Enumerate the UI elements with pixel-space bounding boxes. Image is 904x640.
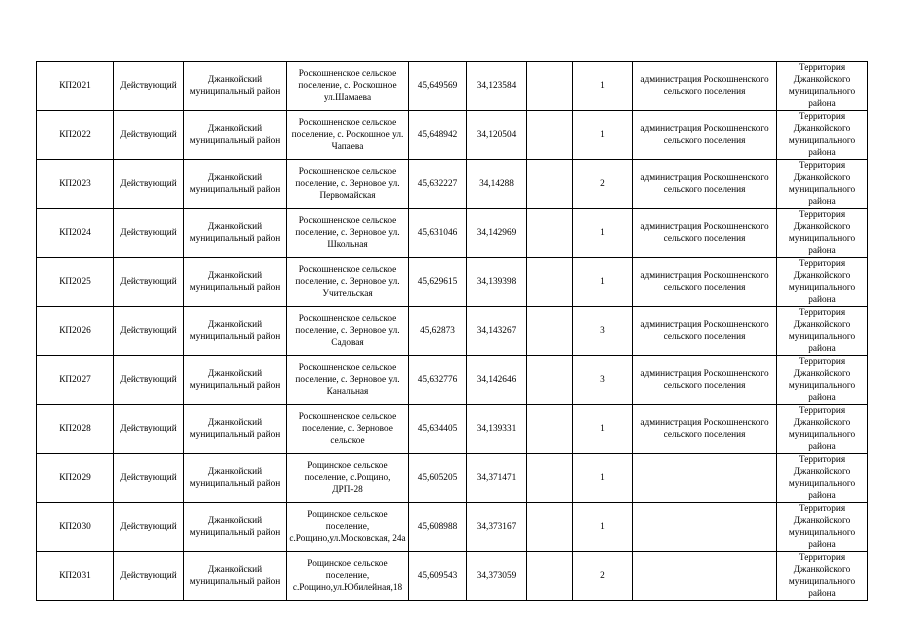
cell-address: Роскошненское сельское поселение, с. Зерновое ул. Школьная	[287, 209, 409, 258]
cell-empty	[527, 160, 573, 209]
table-row	[37, 307, 868, 356]
cell-district: Джанкойский муниципальный район	[184, 307, 287, 356]
cell-owner: администрация Роскошненского сельского поселения	[633, 258, 777, 307]
cell-owner: администрация Роскошненского сельского поселения	[633, 209, 777, 258]
cell-longitude: 34,373059	[467, 552, 527, 601]
cell-count: 3	[573, 307, 633, 356]
cell-count: 1	[573, 111, 633, 160]
cell-empty	[527, 356, 573, 405]
cell-empty	[527, 258, 573, 307]
cell-id: КП2029	[37, 454, 114, 503]
cell-empty	[527, 209, 573, 258]
table-row	[37, 258, 868, 307]
cell-id: КП2025	[37, 258, 114, 307]
table-row	[37, 454, 868, 503]
cell-owner: администрация Роскошненского сельского поселения	[633, 405, 777, 454]
cell-empty	[527, 307, 573, 356]
cell-territory: Территория Джанкойского муниципального района	[777, 356, 868, 405]
cell-territory: Территория Джанкойского муниципального района	[777, 552, 868, 601]
table-row	[37, 405, 868, 454]
table-row	[37, 503, 868, 552]
cell-longitude: 34,14288	[467, 160, 527, 209]
cell-count: 1	[573, 62, 633, 111]
cell-id: КП2024	[37, 209, 114, 258]
cell-latitude: 45,605205	[409, 454, 467, 503]
cell-latitude: 45,608988	[409, 503, 467, 552]
table-row	[37, 160, 868, 209]
cell-district: Джанкойский муниципальный район	[184, 258, 287, 307]
cell-address: Роскошненское сельское поселение, с. Зерновое ул. Канальная	[287, 356, 409, 405]
cell-id: КП2021	[37, 62, 114, 111]
cell-empty	[527, 111, 573, 160]
cell-empty	[527, 552, 573, 601]
cell-longitude: 34,120504	[467, 111, 527, 160]
cell-status: Действующий	[114, 209, 184, 258]
cell-latitude: 45,634405	[409, 405, 467, 454]
cell-owner: администрация Роскошненского сельского поселения	[633, 62, 777, 111]
cell-longitude: 34,143267	[467, 307, 527, 356]
cell-count: 1	[573, 258, 633, 307]
cell-latitude: 45,62873	[409, 307, 467, 356]
cell-id: КП2031	[37, 552, 114, 601]
cell-owner: администрация Роскошненского сельского поселения	[633, 356, 777, 405]
cell-latitude: 45,632776	[409, 356, 467, 405]
cell-territory: Территория Джанкойского муниципального района	[777, 209, 868, 258]
table-row	[37, 356, 868, 405]
table-row	[37, 552, 868, 601]
cell-count: 1	[573, 209, 633, 258]
cell-district: Джанкойский муниципальный район	[184, 356, 287, 405]
cell-count: 3	[573, 356, 633, 405]
cell-status: Действующий	[114, 160, 184, 209]
cell-status: Действующий	[114, 454, 184, 503]
cell-longitude: 34,373167	[467, 503, 527, 552]
cell-status: Действующий	[114, 307, 184, 356]
cell-latitude: 45,629615	[409, 258, 467, 307]
cell-count: 1	[573, 405, 633, 454]
cell-owner	[633, 503, 777, 552]
cell-longitude: 34,139398	[467, 258, 527, 307]
cell-address: Рощинское сельское поселение, с.Рощино,ул.Юбилейная,18	[287, 552, 409, 601]
cell-id: КП2026	[37, 307, 114, 356]
cell-territory: Территория Джанкойского муниципального района	[777, 405, 868, 454]
cell-owner: администрация Роскошненского сельского поселения	[633, 307, 777, 356]
cell-count: 1	[573, 454, 633, 503]
cell-owner: администрация Роскошненского сельского поселения	[633, 111, 777, 160]
cell-id: КП2028	[37, 405, 114, 454]
cell-territory: Территория Джанкойского муниципального района	[777, 111, 868, 160]
cell-district: Джанкойский муниципальный район	[184, 62, 287, 111]
cell-address: Роскошненское сельское поселение, с. Зерновое ул. Садовая	[287, 307, 409, 356]
cell-district: Джанкойский муниципальный район	[184, 405, 287, 454]
cell-address: Роскошненское сельское поселение, с. Зерновое ул. Первомайская	[287, 160, 409, 209]
cell-latitude: 45,609543	[409, 552, 467, 601]
cell-count: 1	[573, 503, 633, 552]
cell-id: КП2027	[37, 356, 114, 405]
cell-status: Действующий	[114, 356, 184, 405]
table-row	[37, 209, 868, 258]
cell-address: Роскошненское сельское поселение, с. Роскошное ул.Шамаева	[287, 62, 409, 111]
cell-status: Действующий	[114, 405, 184, 454]
cell-status: Действующий	[114, 503, 184, 552]
cell-empty	[527, 454, 573, 503]
cell-id: КП2030	[37, 503, 114, 552]
cell-district: Джанкойский муниципальный район	[184, 160, 287, 209]
cell-latitude: 45,649569	[409, 62, 467, 111]
cell-status: Действующий	[114, 111, 184, 160]
cell-territory: Территория Джанкойского муниципального района	[777, 160, 868, 209]
cell-latitude: 45,648942	[409, 111, 467, 160]
cell-owner: администрация Роскошненского сельского поселения	[633, 160, 777, 209]
cell-address: Рощинское сельское поселение, с.Рощино,ул.Московская, 24а	[287, 503, 409, 552]
cell-id: КП2023	[37, 160, 114, 209]
cell-owner	[633, 552, 777, 601]
cell-latitude: 45,631046	[409, 209, 467, 258]
cell-longitude: 34,142969	[467, 209, 527, 258]
cell-empty	[527, 503, 573, 552]
cell-territory: Территория Джанкойского муниципального района	[777, 454, 868, 503]
cell-district: Джанкойский муниципальный район	[184, 111, 287, 160]
cell-district: Джанкойский муниципальный район	[184, 552, 287, 601]
cell-address: Роскошненское сельское поселение, с. Зерновое ул. Учительская	[287, 258, 409, 307]
cell-district: Джанкойский муниципальный район	[184, 209, 287, 258]
cell-longitude: 34,371471	[467, 454, 527, 503]
cell-count: 2	[573, 160, 633, 209]
cell-longitude: 34,123584	[467, 62, 527, 111]
cell-longitude: 34,142646	[467, 356, 527, 405]
cell-latitude: 45,632227	[409, 160, 467, 209]
cell-address: Роскошненское сельское поселение, с. Зерновое сельское	[287, 405, 409, 454]
cell-territory: Территория Джанкойского муниципального района	[777, 258, 868, 307]
cell-count: 2	[573, 552, 633, 601]
cell-longitude: 34,139331	[467, 405, 527, 454]
cell-district: Джанкойский муниципальный район	[184, 454, 287, 503]
cell-status: Действующий	[114, 552, 184, 601]
registry-table	[36, 61, 868, 601]
table-row	[37, 111, 868, 160]
cell-empty	[527, 62, 573, 111]
cell-territory: Территория Джанкойского муниципального района	[777, 307, 868, 356]
cell-owner	[633, 454, 777, 503]
cell-district: Джанкойский муниципальный район	[184, 503, 287, 552]
cell-empty	[527, 405, 573, 454]
table-body	[37, 62, 868, 601]
table-row	[37, 62, 868, 111]
cell-territory: Территория Джанкойского муниципального района	[777, 62, 868, 111]
cell-address: Роскошненское сельское поселение, с. Роскошное ул. Чапаева	[287, 111, 409, 160]
cell-status: Действующий	[114, 258, 184, 307]
cell-territory: Территория Джанкойского муниципального района	[777, 503, 868, 552]
cell-address: Рощинское сельское поселение, с.Рощино, ДРП-28	[287, 454, 409, 503]
cell-id: КП2022	[37, 111, 114, 160]
cell-status: Действующий	[114, 62, 184, 111]
